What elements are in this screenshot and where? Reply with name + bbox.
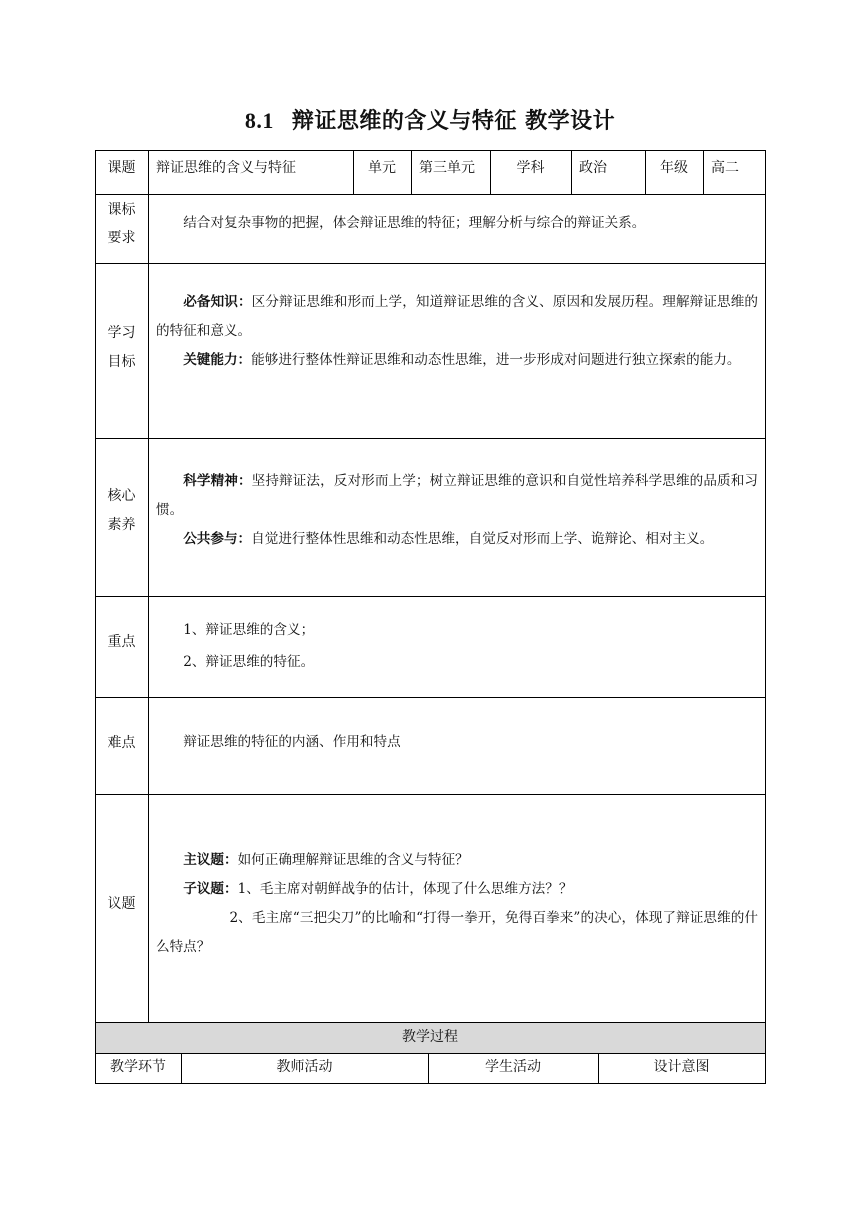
table-border: [95, 194, 766, 195]
document-title: [0, 104, 860, 135]
process-column-student: 学生活动: [485, 1059, 541, 1075]
ability-label: 关键能力：: [183, 352, 252, 368]
public-label: 公共参与：: [183, 531, 252, 547]
knowledge-label: 必备知识：: [183, 294, 252, 310]
table-border: [95, 438, 766, 439]
table-border: [95, 697, 766, 698]
table-border: [571, 150, 572, 195]
grade-label: 年级: [660, 160, 688, 176]
objectives-text: [156, 288, 758, 375]
science-text: 坚持辩证法，反对形而上学；树立辩证思维的意识和自觉性培养科学思维的品质和习惯。: [156, 473, 759, 518]
topic-value: 辩证思维的含义与特征: [156, 160, 296, 176]
public-paragraph: [156, 525, 758, 554]
science-label: 科学精神：: [183, 473, 252, 489]
table-border: [95, 150, 766, 151]
literacy-label: [95, 482, 148, 540]
standard-label: [95, 196, 148, 252]
difficulty-label: 难点: [107, 735, 136, 751]
label-line: 素养: [107, 517, 136, 533]
sub-topic-2: 2、毛主席“三把尖刀”的比喻和“打得一拳开，免得百拳来”的决心，体现了辩证思维的什么特点？: [156, 910, 758, 955]
standard-text: [156, 209, 758, 238]
key-point-item: 2、辩证思维的特征。: [183, 654, 315, 670]
sub-topic-1: [156, 875, 758, 904]
table-border: [148, 150, 149, 1023]
subject-value: 政治: [579, 160, 607, 176]
process-header: 教学过程: [402, 1029, 458, 1045]
label-line: 要求: [107, 230, 136, 246]
table-border: [95, 1083, 766, 1084]
key-point-item: 1、辩证思维的含义；: [183, 622, 315, 638]
knowledge-text: 区分辩证思维和形而上学，知道辩证思维的含义、原因和发展历程。理解辩证思维的的特征和意义。: [156, 294, 759, 339]
label-line: 目标: [107, 354, 136, 370]
grade-value: 高二: [711, 160, 739, 176]
table-border: [95, 794, 766, 795]
public-text: 自觉进行整体性思维和动态性思维，自觉反对形而上学、诡辩论、相对主义。: [251, 531, 714, 547]
topics-text: [156, 846, 758, 962]
science-paragraph: [156, 467, 758, 525]
objectives-label: [95, 319, 148, 377]
title-number: 8.1: [244, 108, 274, 133]
table-border: [411, 150, 412, 195]
label-line: 课标: [107, 202, 136, 218]
unit-label: 单元: [368, 160, 396, 176]
table-border: [765, 150, 766, 1084]
ability-paragraph: [156, 346, 758, 375]
table-border: [95, 263, 766, 264]
table-border: [95, 1053, 766, 1054]
sub-topic-label: 子议题：: [183, 881, 238, 897]
main-topic-label: 主议题：: [183, 852, 238, 868]
literacy-text: [156, 467, 758, 554]
key-points-label: 重点: [107, 634, 136, 650]
label-line: 学习: [107, 325, 136, 341]
process-column-intent: 设计意图: [653, 1059, 710, 1075]
ability-text: 能够进行整体性辩证思维和动态性思维，进一步形成对问题进行独立探索的能力。: [251, 352, 741, 368]
sub-topic-text: 1、毛主席对朝鲜战争的估计，体现了什么思维方法？？: [237, 881, 573, 897]
topics-label: 议题: [107, 896, 136, 912]
knowledge-paragraph: [156, 288, 758, 346]
table-border: [95, 150, 96, 1084]
process-column-stage: 教学环节: [110, 1059, 166, 1075]
subject-label: 学科: [516, 160, 545, 176]
main-topic: [156, 846, 758, 875]
unit-value: 第三单元: [419, 160, 475, 176]
process-column-teacher: 教师活动: [276, 1059, 333, 1075]
difficulty-text: [156, 728, 758, 757]
main-topic-text: 如何正确理解辩证思维的含义与特征？: [237, 852, 469, 868]
topic-label: 课题: [107, 160, 136, 176]
key-points-text: [156, 614, 758, 678]
difficulty-paragraph: 辩证思维的特征的内涵、作用和特点: [183, 734, 401, 750]
table-border: [95, 596, 766, 597]
label-line: 核心: [107, 488, 136, 504]
table-border: [95, 1022, 766, 1023]
table-border: [703, 150, 704, 195]
standard-paragraph: 结合对复杂事物的把握，体会辩证思维的特征；理解分析与综合的辩证关系。: [183, 215, 646, 231]
title-text: 辩证思维的含义与特征 教学设计: [291, 108, 616, 134]
